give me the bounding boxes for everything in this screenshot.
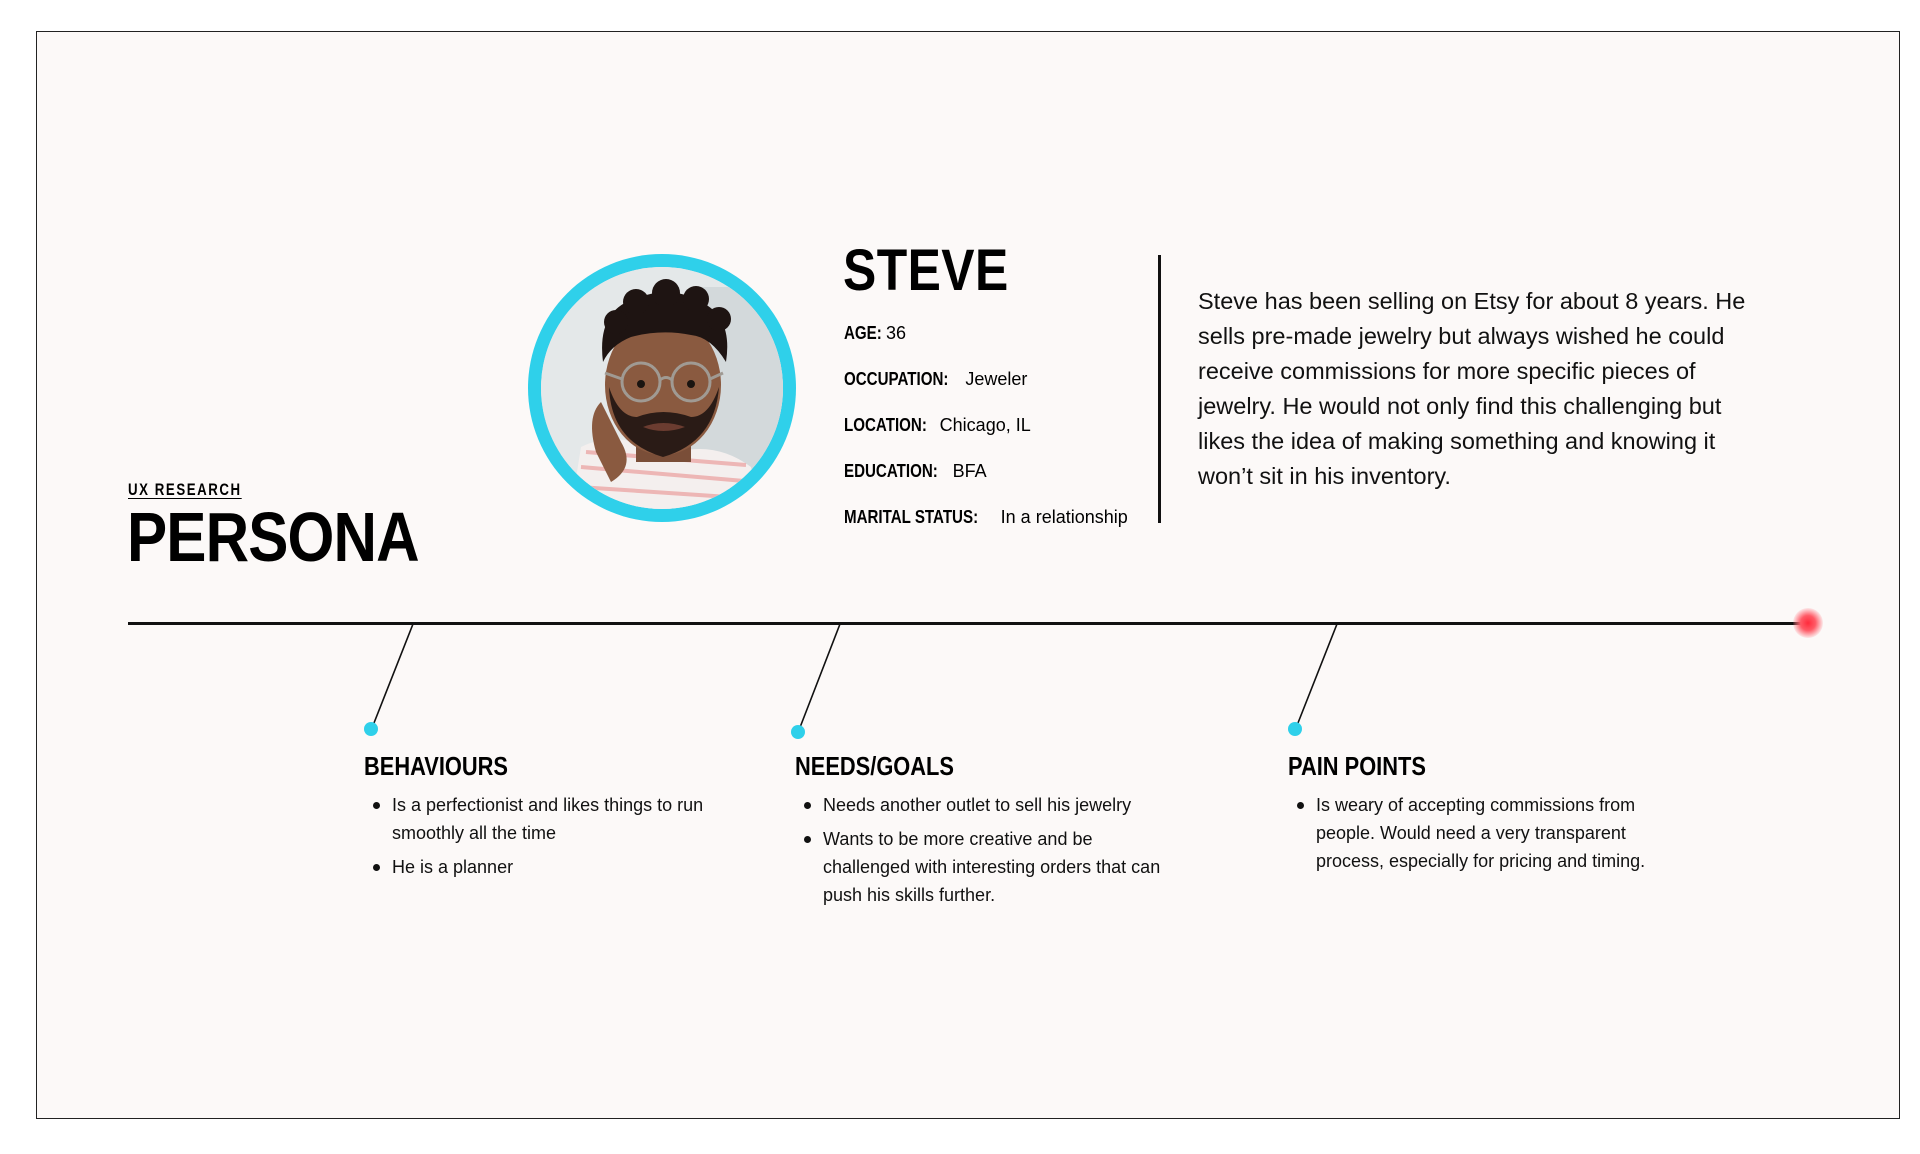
pain-section: [1288, 753, 1678, 881]
needs-list: [795, 791, 1175, 909]
attr-label: MARITAL STATUS:: [844, 507, 979, 527]
attr-value: Chicago, IL: [939, 415, 1031, 435]
behaviours-connector: [372, 624, 413, 728]
attr-label: EDUCATION:: [844, 461, 938, 481]
pain-connector: [1296, 624, 1337, 728]
persona-bio: Steve has been selling on Etsy for about 8 years. He sells pre-made jewelry but always wished he could receive commissions for more specific pieces of jewelry. He would not only find this challenging but likes the idea of making something and knowing it won’t sit in his inventory.: [1198, 288, 1746, 489]
page-title: PERSONA: [127, 498, 419, 576]
attr-value: In a relationship: [1000, 507, 1128, 527]
pain-title: PAIN POINTS: [1288, 751, 1426, 781]
behaviours-title: BEHAVIOURS: [364, 751, 509, 781]
attr-value: 36: [886, 323, 907, 343]
attr-value: BFA: [952, 461, 987, 481]
list-item: Is weary of accepting commissions from people. Would need a very transparent process, especially for pricing and timing.: [1288, 791, 1678, 875]
pain-list: [1288, 791, 1678, 875]
attr-value: Jeweler: [965, 369, 1028, 389]
list-item: Wants to be more creative and be challenged with interesting orders that can push his skills further.: [795, 825, 1175, 909]
needs-section: [795, 753, 1175, 915]
behaviours-dot: [364, 722, 378, 736]
pain-dot: [1288, 722, 1302, 736]
behaviours-list: [364, 791, 744, 881]
attr-label: AGE:: [844, 323, 882, 343]
behaviours-section: [364, 753, 744, 887]
needs-dot: [791, 725, 805, 739]
list-item: He is a planner: [364, 853, 744, 881]
attr-label: LOCATION:: [844, 415, 927, 435]
list-item: Is a perfectionist and likes things to run smoothly all the time: [364, 791, 744, 847]
list-item: Needs another outlet to sell his jewelry: [795, 791, 1175, 819]
attr-label: OCCUPATION:: [844, 369, 949, 389]
needs-connector: [799, 624, 840, 730]
needs-title: NEEDS/GOALS: [795, 751, 954, 781]
persona-name: STEVE: [843, 238, 1009, 303]
eyebrow-label: UX RESEARCH: [128, 480, 242, 499]
